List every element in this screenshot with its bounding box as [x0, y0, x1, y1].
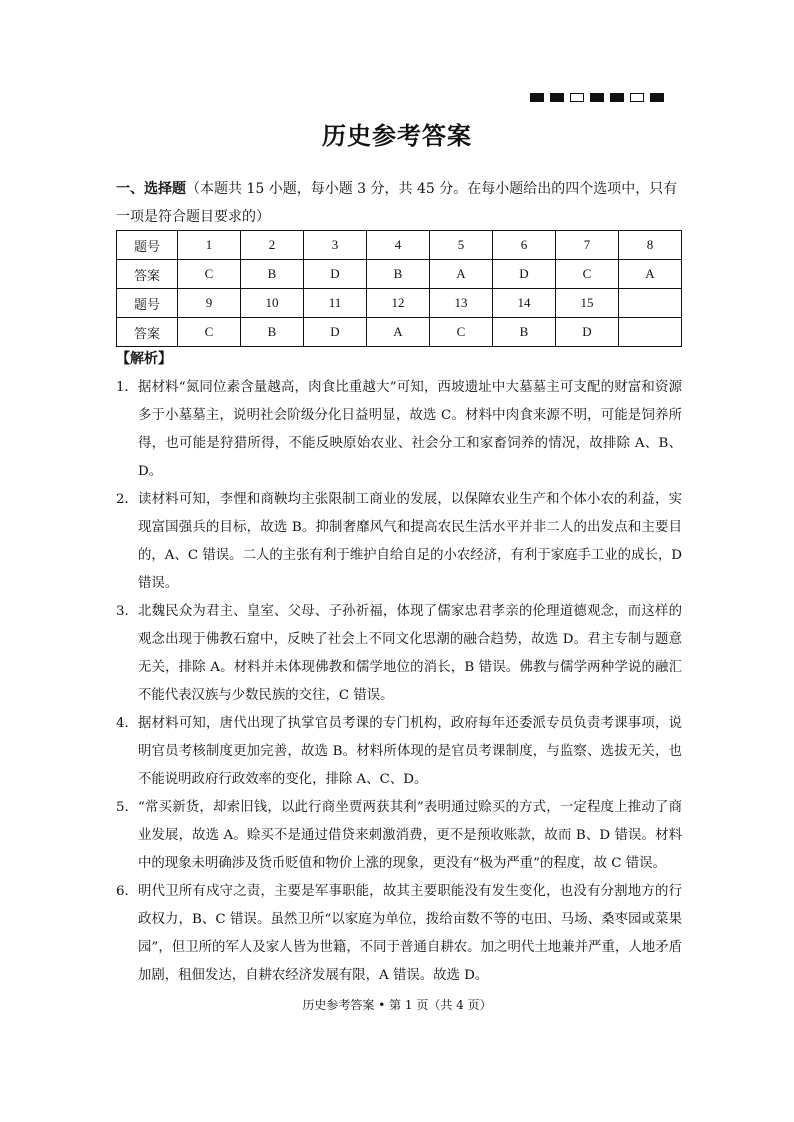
item-text: 明代卫所有戍守之责，主要是军事职能，故其主要职能没有发生变化，也没有分割地方的行政权力，B、C 错误。虽然卫所“以家庭为单位，拨给亩数不等的屯田、马场、桑枣园或菜果园”，但卫所的军人及家人皆为世籍，不同于普通自耕农。加之明代土地兼并严重，人地矛盾加剧，租佃发达，自耕农经济发展有限，A 错误。故选 D。	[138, 884, 682, 983]
item-number: 4．	[116, 716, 138, 731]
table-row-header: 答案	[117, 318, 178, 347]
table-row	[117, 260, 682, 289]
item-number: 1．	[116, 380, 138, 395]
table-cell: C	[430, 318, 493, 347]
table-cell: 9	[178, 289, 241, 318]
analysis-heading: 【解析】	[116, 351, 172, 367]
analysis-list	[116, 374, 682, 990]
table-row-header: 题号	[117, 289, 178, 318]
table-cell: 4	[367, 231, 430, 260]
table-cell: C	[178, 260, 241, 289]
table-cell: B	[493, 318, 556, 347]
table-cell	[619, 318, 682, 347]
filled-square-mark	[550, 93, 564, 102]
table-cell: B	[241, 260, 304, 289]
table-cell: 12	[367, 289, 430, 318]
table-cell: 7	[556, 231, 619, 260]
item-text: 据材料可知，唐代出现了执掌官员考课的专门机构，政府每年还委派专员负责考课事项，说明官员考核制度更加完善，故选 B。材料所体现的是官员考课制度，与监察、选拔无关，也不能说明政府行政效率的变化，排除 A、C、D。	[138, 716, 682, 787]
page-title: 历史参考答案	[322, 121, 472, 150]
table-cell: 2	[241, 231, 304, 260]
table-cell: 11	[304, 289, 367, 318]
table-cell: 10	[241, 289, 304, 318]
list-item	[116, 878, 682, 990]
table-cell: A	[619, 260, 682, 289]
item-text: 读材料可知，李悝和商鞅均主张限制工商业的发展，以保障农业生产和个体小农的利益，实现富国强兵的目标，故选 B。抑制奢靡风气和提高农民生活水平并非二人的出发点和主要目的，A、C 错误。二人的主张有利于维护自给自足的小农经济，有利于家庭手工业的成长，D 错误。	[138, 492, 682, 591]
item-text: “常买新货，却索旧钱，以此行商坐贾两获其利”表明通过赊买的方式，一定程度上推动了商业发展，故选 A。赊买不是通过借贷来刺激消费，更不是预收账款，故而 B、D 错误。材料中的现象未明确涉及货币贬值和物价上涨的现象，更没有“极为严重”的程度，故 C 错误。	[138, 800, 682, 871]
item-number: 6．	[116, 884, 138, 899]
table-cell: 6	[493, 231, 556, 260]
list-item	[116, 374, 682, 486]
page-footer: 历史参考答案 • 第 1 页（共 4 页）	[302, 998, 492, 1012]
table-cell: A	[367, 318, 430, 347]
list-item	[116, 486, 682, 598]
table-cell: C	[178, 318, 241, 347]
filled-square-mark	[610, 93, 624, 102]
list-item	[116, 598, 682, 710]
table-row	[117, 231, 682, 260]
hollow-square-mark	[630, 93, 644, 102]
filled-square-mark	[650, 93, 664, 102]
table-cell	[619, 289, 682, 318]
table-row-header: 题号	[117, 231, 178, 260]
filled-square-mark	[530, 93, 544, 102]
table-cell: 13	[430, 289, 493, 318]
table-cell: D	[304, 318, 367, 347]
section-title: 一、选择题	[116, 181, 186, 197]
table-cell: C	[556, 260, 619, 289]
table-cell: D	[556, 318, 619, 347]
table-cell: 14	[493, 289, 556, 318]
table-cell: D	[304, 260, 367, 289]
table-cell: D	[493, 260, 556, 289]
header-marks	[530, 93, 664, 102]
table-cell: 3	[304, 231, 367, 260]
list-item	[116, 794, 682, 878]
item-number: 3．	[116, 604, 138, 619]
table-cell: 15	[556, 289, 619, 318]
item-number: 2．	[116, 492, 138, 507]
table-cell: 5	[430, 231, 493, 260]
list-item	[116, 710, 682, 794]
answer-table	[116, 230, 682, 347]
item-text: 据材料“氮同位素含量越高，肉食比重越大”可知，西坡遗址中大墓墓主可支配的财富和资源多于小墓墓主，说明社会阶级分化日益明显，故选 C。材料中肉食来源不明，可能是饲养所得，也可能是狩猎所得，不能反映原始农业、社会分工和家畜饲养的情况，故排除 A、B、D。	[138, 380, 682, 479]
item-number: 5．	[116, 800, 138, 815]
filled-square-mark	[590, 93, 604, 102]
table-cell: B	[241, 318, 304, 347]
table-cell: 1	[178, 231, 241, 260]
table-cell: A	[430, 260, 493, 289]
table-row	[117, 318, 682, 347]
table-row	[117, 289, 682, 318]
section-intro	[116, 175, 682, 231]
hollow-square-mark	[570, 93, 584, 102]
item-text: 北魏民众为君主、皇室、父母、子孙祈福，体现了儒家忠君孝亲的伦理道德观念，而这样的观念出现于佛教石窟中，反映了社会上不同文化思潮的融合趋势，故选 D。君主专制与题意无关，排除 A。材料并未体现佛教和儒学地位的消长，B 错误。佛教与儒学两种学说的融汇不能代表汉族与少数民族的交往，C 错误。	[138, 604, 682, 703]
table-row-header: 答案	[117, 260, 178, 289]
table-cell: B	[367, 260, 430, 289]
table-cell: 8	[619, 231, 682, 260]
section-description: （本题共 15 小题，每小题 3 分，共 45 分。在每小题给出的四个选项中，只有一项是符合题目要求的）	[116, 181, 678, 225]
